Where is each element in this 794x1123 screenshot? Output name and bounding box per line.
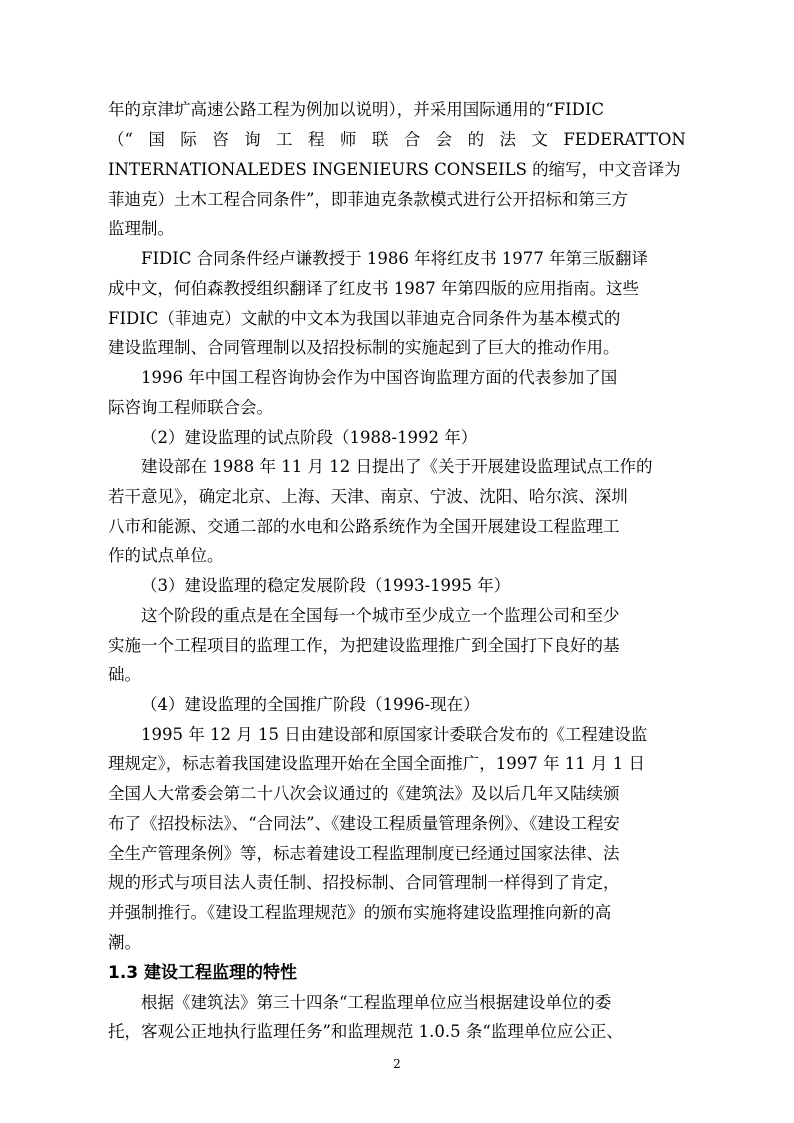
body-line: 这个阶段的重点是在全国每一个城市至少成立一个监理公司和至少 xyxy=(141,606,620,625)
body-line: 菲迪克）土木工程合同条件”，即菲迪克条款模式进行公开招标和第三方 xyxy=(108,190,628,209)
word: 文 xyxy=(531,130,548,149)
body-line: 建设监理制、合同管理制以及招投标制的实施起到了巨大的推动作用。 xyxy=(108,338,620,357)
subheading-line: （4）建设监理的全国推广阶段（1996-现在） xyxy=(141,695,480,714)
body-line: 监理制。 xyxy=(108,219,174,238)
body-line: 潮。 xyxy=(108,933,141,952)
word: 联 xyxy=(371,130,389,149)
word: 合 xyxy=(403,130,421,149)
word: 师 xyxy=(339,130,357,149)
word: 会 xyxy=(435,130,453,149)
word: 程 xyxy=(307,130,325,149)
word: （“ xyxy=(108,130,133,149)
body-line: 实施一个工程项目的监理工作，为把建设监理推广到全国打下良好的基 xyxy=(108,636,620,655)
subheading-line: （2）建设监理的试点阶段（1988-1992 年） xyxy=(141,428,478,447)
body-line: 全国人大常委会第二十八次会议通过的《建筑法》及以后几年又陆续颁 xyxy=(108,784,620,803)
word: 工 xyxy=(276,130,293,149)
word: 际 xyxy=(180,130,197,149)
word: 法 xyxy=(499,130,516,149)
word: 咨 xyxy=(212,130,229,149)
word: 国 xyxy=(148,130,165,149)
word: 的 xyxy=(467,130,485,149)
body-line: 八市和能源、交通二部的水电和公路系统作为全国开展建设工程监理工 xyxy=(108,517,620,536)
section-heading: 1.3 建设工程监理的特性 xyxy=(108,963,298,983)
body-line: 若干意见》，确定北京、上海、天津、南京、宁波、沈阳、哈尔滨、深圳 xyxy=(108,487,628,506)
body-line: 全生产管理条例》等，标志着建设工程监理制度已经通过国家法律、法 xyxy=(108,844,620,863)
word: FEDERATTON xyxy=(563,130,686,149)
page-number: 2 xyxy=(393,1057,401,1071)
body-line: 成中文，何伯森教授组织翻译了红皮书 1987 年第四版的应用指南。这些 xyxy=(108,279,639,298)
body-line: 建设部在 1988 年 11 月 12 日提出了《关于开展建设监理试点工作的 xyxy=(141,457,653,476)
body-line: 际咨询工程师联合会。 xyxy=(108,398,273,417)
body-line-justified xyxy=(108,125,686,155)
body-line: 理规定》，标志着我国建设监理开始在全国全面推广，1997 年 11 月 1 日 xyxy=(108,754,645,773)
body-line: 布了《招投标法》、“合同法”、《建设工程质量管理条例》、《建设工程安 xyxy=(108,814,620,833)
body-line: FIDIC 合同条件经卢谦教授于 1986 年将红皮书 1977 年第三版翻译 xyxy=(141,249,649,268)
body-line: 1995 年 12 月 15 日由建设部和原国家计委联合发布的《工程建设监 xyxy=(141,725,648,744)
body-line: 础。 xyxy=(108,665,141,684)
body-line: 作的试点单位。 xyxy=(108,546,224,565)
body-line: 托，客观公正地执行监理任务”和监理规范 1.0.5 条“监理单位应公正、 xyxy=(108,1022,623,1041)
body-line: 年的京津圹高速公路工程为例加以说明），并采用国际通用的“FIDIC xyxy=(108,100,605,119)
subheading-line: （3）建设监理的稳定发展阶段（1993-1995 年） xyxy=(141,576,511,595)
body-line: FIDIC（菲迪克）文献的中文本为我国以菲迪克合同条件为基本模式的 xyxy=(108,309,621,328)
body-line: 根据《建筑法》第三十四条“工程监理单位应当根据建设单位的委 xyxy=(141,993,612,1012)
body-line: 规的形式与项目法人责任制、招投标制、合同管理制一样得到了肯定， xyxy=(108,873,620,892)
body-line: 并强制推行。《建设工程监理规范》的颁布实施将建设监理推向新的高 xyxy=(108,903,612,922)
body-line: 1996 年中国工程咨询协会作为中国咨询监理方面的代表参加了国 xyxy=(141,368,618,387)
word: 询 xyxy=(244,130,261,149)
body-line: INTERNATIONALEDES INGENIEURS CONSEILS 的缩写，中文音译为 xyxy=(108,160,681,179)
